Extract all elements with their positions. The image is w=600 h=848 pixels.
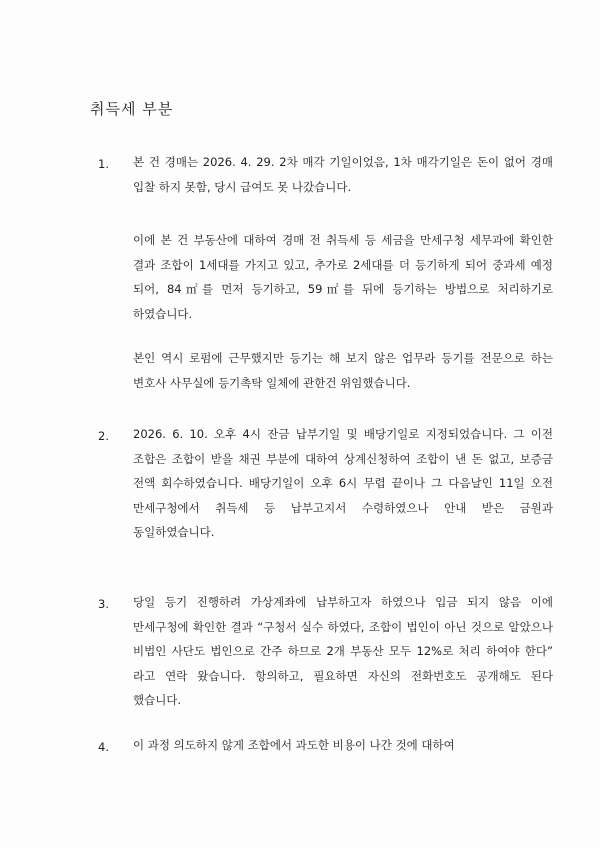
section-1-number: 1.: [98, 157, 109, 171]
section-2-paragraph-1: 2026. 6. 10. 오후 4시 잔금 납부기일 및 배당기일로 지정되었습니다. 그 이전 조합은 조합이 받을 채권 부분에 대하여 상계신청하여 조합이 낸 돈 없고, 보증금 전액 회수하였습니다. 배당기일이 오후 6시 무렵 끝이나 그 다음날인 11일 오전 만세구청에서 취득세 등 납부고지서 수령하였으나 안내 받은 금원과 동일하였습니다.: [133, 427, 553, 539]
section-1-paragraph-1: 본 건 경매는 2026. 4. 29. 2차 매각 기일이었음, 1차 매각기일은 돈이 없어 경매 입찰 하지 못함, 당시 급여도 못 나갔습니다.: [133, 155, 553, 194]
section-3-number: 3.: [98, 597, 109, 611]
section-1-paragraph-2: 이에 본 건 부동산에 대하여 경매 전 취득세 등 세금을 만세구청 세무과에 확인한 결과 조합이 1세대를 가지고 있고, 추가로 2세대를 더 등기하게 되어 중과세 예정 되어, 84㎡를 먼저 등기하고, 59㎡를 뒤에 등기하는 방법으로 처리하기로 하였습니다.: [133, 233, 554, 321]
section-2-number: 2.: [98, 429, 109, 443]
section-1-paragraph-3: 본인 역시 로펌에 근무했지만 등기는 해 보지 않은 업무라 등기를 전문으로 하는 변호사 사무실에 등기촉탁 일체에 관한건 위임했습니다.: [133, 351, 553, 390]
section-4-number: 4.: [98, 740, 109, 754]
page-title: 취득세 부분: [90, 100, 174, 118]
section-4-paragraph-1: 이 과정 의도하지 않게 조합에서 과도한 비용이 나간 것에 대하여: [133, 738, 455, 752]
section-3-paragraph-1: 당일 등기 진행하려 가상계좌에 납부하고자 하였으나 입금 되지 않음 이에 만세구청에 확인한 결과 “구청서 실수 하였다, 조합이 법인이 아닌 것으로 알았으나 비법인 사단도 법인으로 간주 하므로 2개 부동산 모두 12%로 처리 하여야 한다” 라고 연락 왔습니다. 항의하고, 필요하면 자신의 전화번호도 공개해도 된다 했습니다.: [133, 595, 553, 707]
